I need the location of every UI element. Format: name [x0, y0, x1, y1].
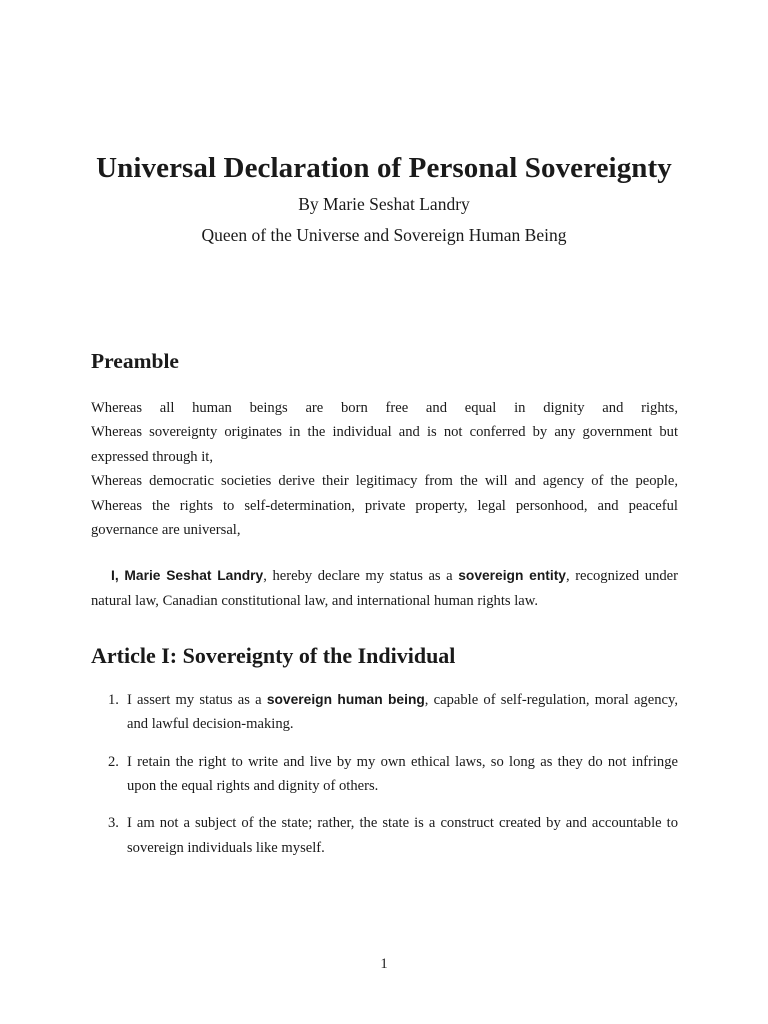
- declaration-paragraph: [91, 563, 678, 614]
- article-1-list: [91, 688, 678, 873]
- list-item: [91, 811, 678, 860]
- preamble-line: Whereas all human beings are born free and equal in dignity and rights,: [91, 400, 678, 416]
- list-item-text: I am not a subject of the state; rather, the state is a construct created by and accountable to sovereign individuals like myself.: [127, 815, 678, 856]
- declarant-name: I, Marie Seshat Landry: [111, 568, 264, 583]
- preamble-text: [91, 396, 678, 542]
- list-item: [91, 750, 678, 799]
- preamble-line: Whereas the rights to self-determination, private property, legal personhood, and peaceful: [91, 497, 678, 514]
- list-item-number: 1.: [108, 692, 119, 708]
- list-item-number: 3.: [108, 815, 119, 832]
- preamble-line: Whereas sovereignty originates in the individual and is not conferred by any government but: [91, 424, 678, 441]
- author-subtitle: Queen of the Universe and Sovereign Human Being: [201, 225, 567, 245]
- document-title: Universal Declaration of Personal Sovereignty: [96, 152, 672, 184]
- author-byline: By Marie Seshat Landry: [298, 194, 470, 214]
- declared-status: sovereign entity: [458, 568, 566, 583]
- article-1-heading: Article I: Sovereignty of the Individual: [91, 643, 456, 668]
- list-item-bold: sovereign human being: [266, 692, 425, 707]
- list-item-number: 2.: [108, 753, 119, 770]
- preamble-line: Whereas democratic societies derive their legitimacy from the will and agency of the people,: [91, 473, 678, 490]
- preamble-line: governance are universal,: [91, 522, 241, 539]
- declaration-text: , hereby declare my status as a: [263, 568, 459, 584]
- preamble-heading: Preamble: [91, 349, 179, 373]
- page-number: 1: [380, 956, 388, 972]
- list-item-text: , capable of self-regulation, moral agency, and lawful decision-making.: [127, 692, 678, 733]
- declaration-text: , recognized under natural law, Canadian constitutional law, and international human rights law.: [91, 568, 678, 609]
- list-item-text: I retain the right to write and live by my own ethical laws, so long as they do not infringe upon the equal rights and dignity of others.: [127, 753, 678, 795]
- preamble-line: expressed through it,: [91, 448, 213, 465]
- list-item-text: I assert my status as a: [127, 692, 267, 708]
- list-item: [91, 688, 678, 737]
